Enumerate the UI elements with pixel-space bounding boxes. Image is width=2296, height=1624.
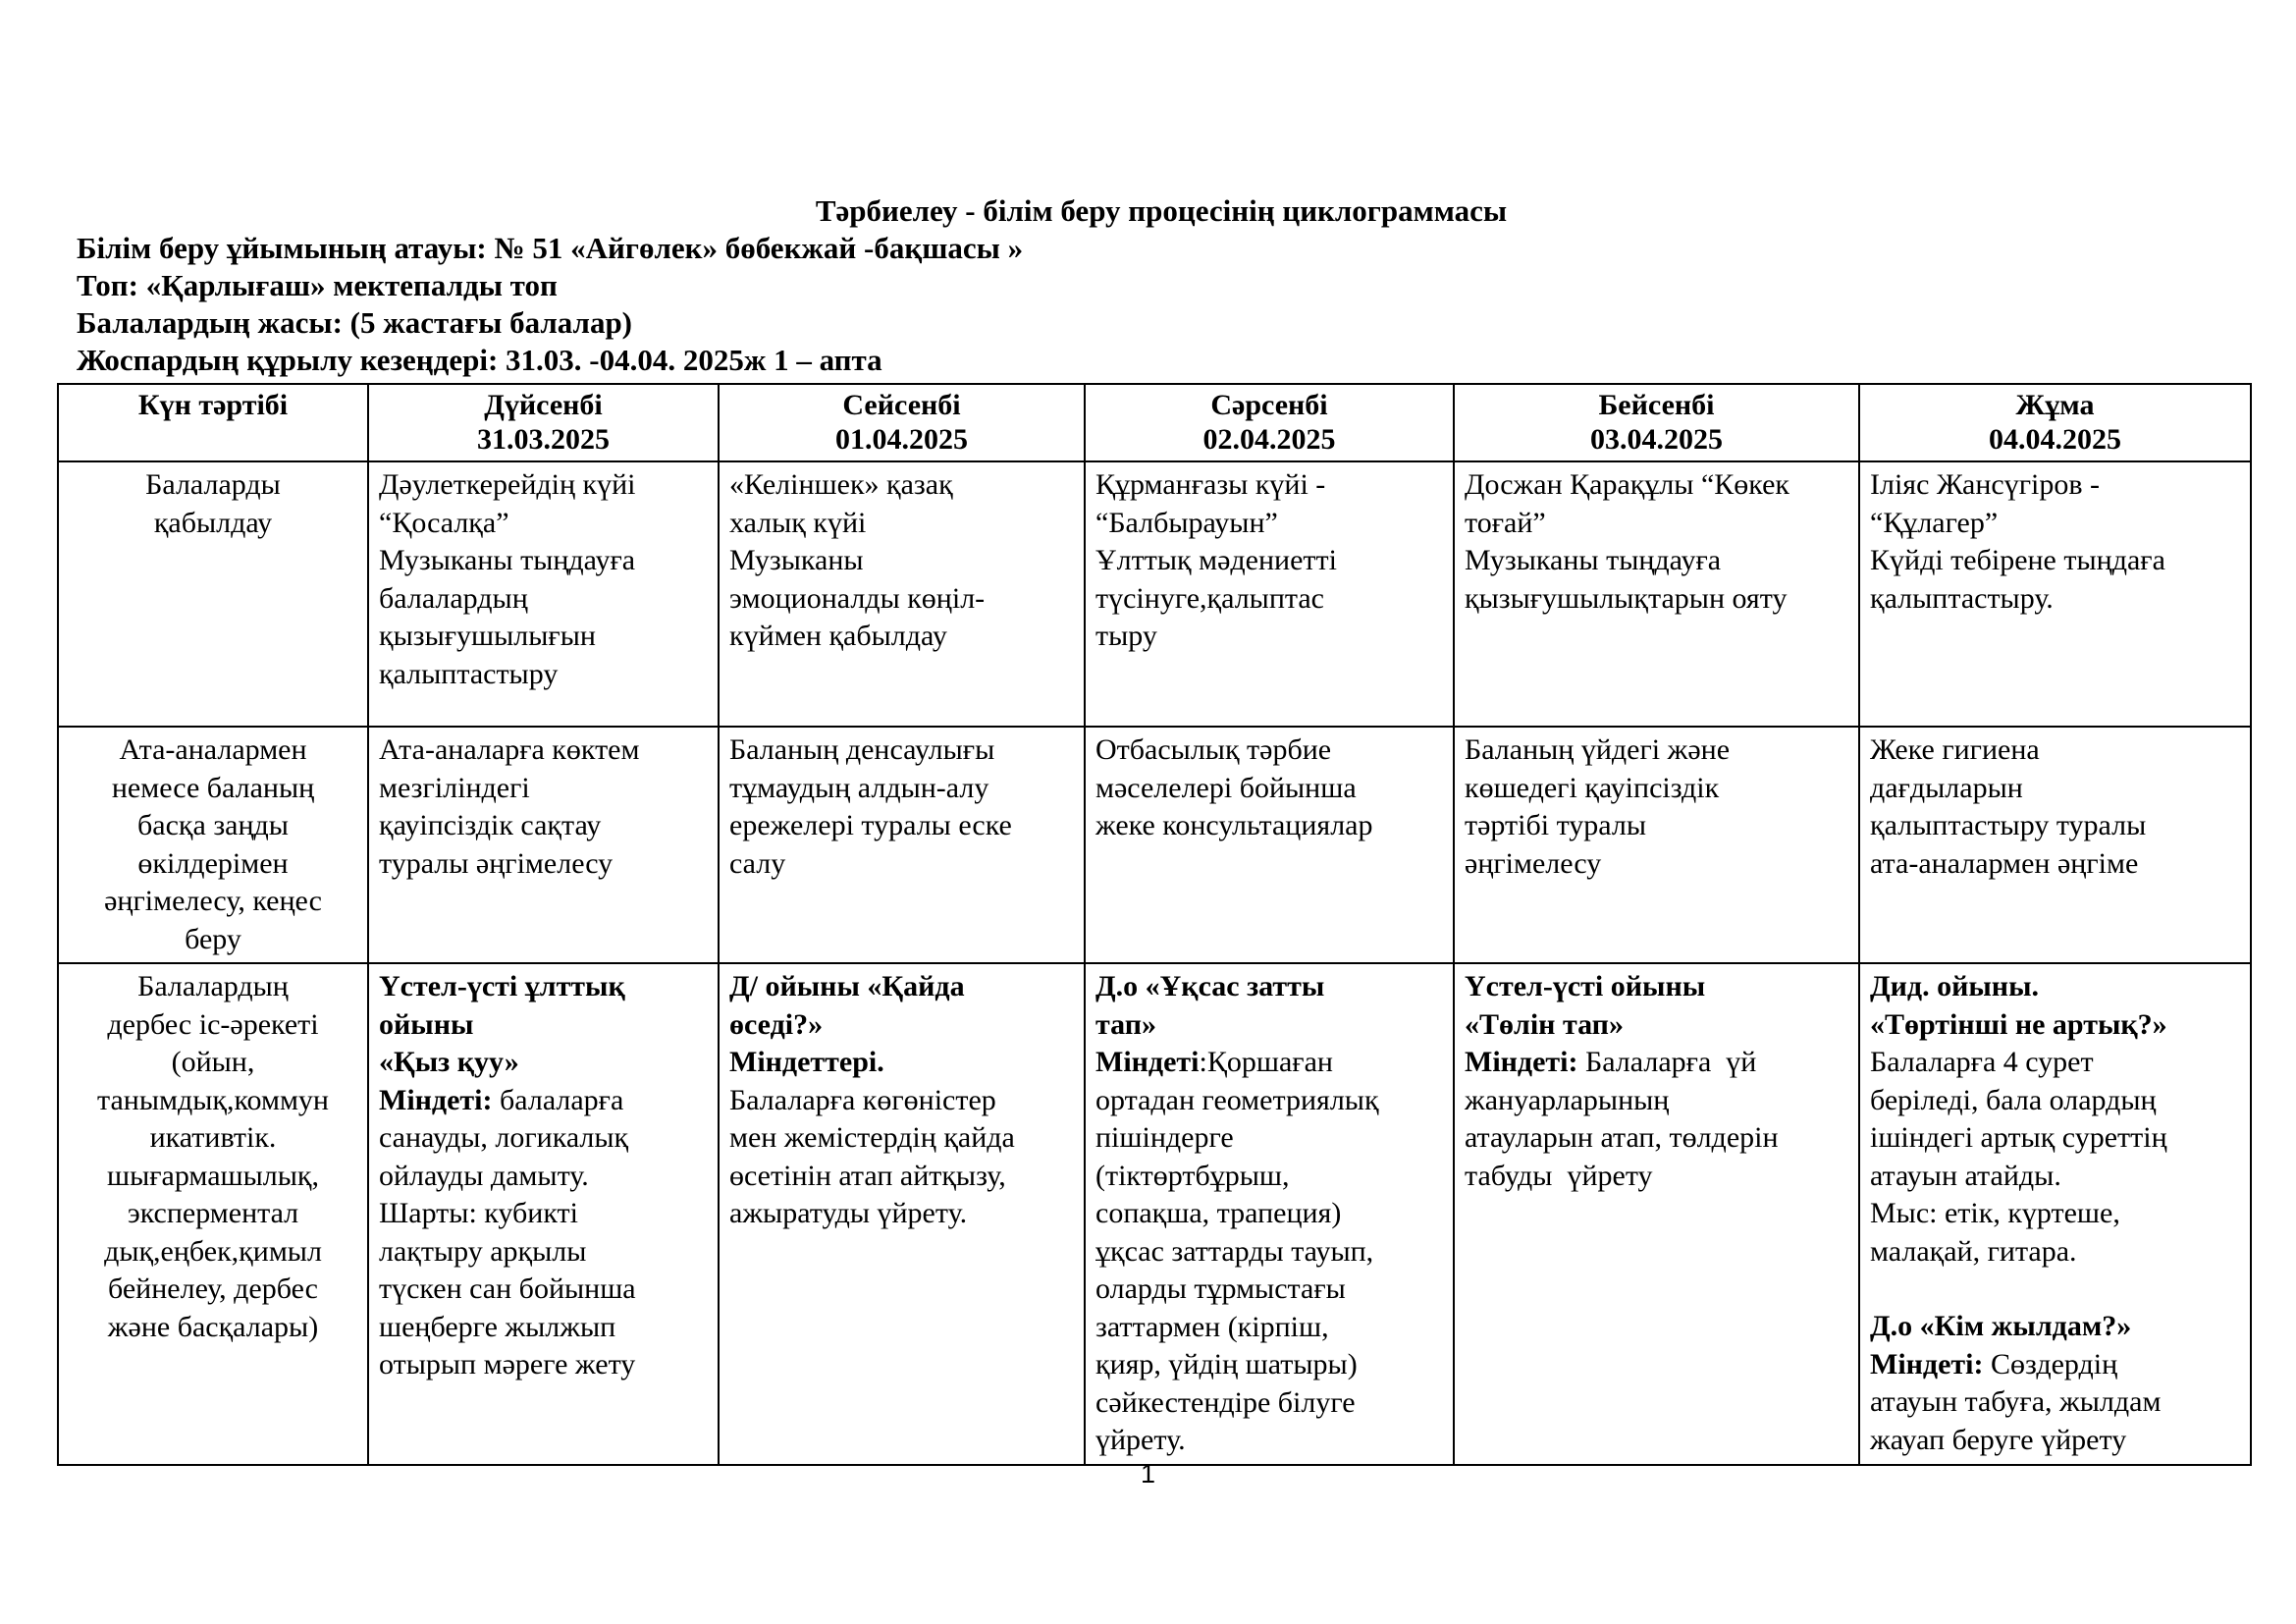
cell-line: “Құлагер” xyxy=(1870,506,1999,539)
plain-text: атауын табуға, жылдам xyxy=(1870,1385,2162,1418)
cell-line xyxy=(1465,1158,1848,1196)
organization-name: Білім беру ұйымының атауы: № 51 «Айгөлек» бөбекжай -бақшасы » xyxy=(77,231,1024,265)
cell-line xyxy=(1465,1006,1848,1045)
bold-text: ойыны xyxy=(379,1007,474,1041)
row-label-line: дық,еңбек,қимыл xyxy=(104,1234,322,1268)
row-label-line: танымдық,коммун xyxy=(97,1083,329,1116)
plain-text: мен жемістердің қайда xyxy=(729,1121,1015,1154)
row-label-line: беру xyxy=(185,922,241,955)
bold-text: Дид. ойыны. xyxy=(1870,970,2040,1002)
cell-line xyxy=(729,1158,1074,1196)
cell-line: тоғай” xyxy=(1465,506,1546,539)
schedule-column-header: Күн тәртібі xyxy=(58,384,368,461)
cell-line xyxy=(729,1195,1074,1233)
cell-line: «Келіншек» қазақ xyxy=(729,468,953,501)
cell-line xyxy=(379,1233,708,1272)
row-label-line: қабылдау xyxy=(153,506,273,539)
table-cell xyxy=(719,963,1085,1465)
cell-line: тыру xyxy=(1095,620,1157,652)
cell-line xyxy=(379,1082,708,1120)
day-header-wednesday: Сәрсенбі 02.04.2025 xyxy=(1085,384,1454,461)
cell-line: қызығушылықтарын ояту xyxy=(1465,581,1788,615)
bold-text: Міндеті xyxy=(1095,1046,1200,1078)
plain-text: ішіндегі артық суреттің xyxy=(1870,1121,2167,1154)
row-label-line: Ата-аналармен xyxy=(119,733,307,766)
cell-line xyxy=(379,1346,708,1384)
cell-line: Музыканы xyxy=(729,544,864,576)
cell-line: Дәулеткерейдің күйі xyxy=(379,468,636,501)
cell-line xyxy=(1870,1308,2240,1346)
cell-line: эмоционалды көңіл- xyxy=(729,581,986,615)
cell-line xyxy=(1095,1271,1443,1309)
cell-line xyxy=(1870,1158,2240,1196)
plain-text: малақай, гитара. xyxy=(1870,1234,2077,1268)
plain-text: атауларын атап, төлдерін xyxy=(1465,1121,1779,1154)
cell-line xyxy=(379,1119,708,1158)
cell-line xyxy=(1095,1384,1443,1423)
cell-line: Іліяс Жансүгіров - xyxy=(1870,468,2101,501)
plain-text: Балаларға көгөністер xyxy=(729,1083,996,1116)
table-cell xyxy=(1454,461,1859,727)
bold-text: Міндеті: xyxy=(379,1083,493,1116)
table-cell xyxy=(1085,727,1454,963)
day-header-thursday: Бейсенбі 03.04.2025 xyxy=(1454,384,1859,461)
cell-line: “Қосалқа” xyxy=(379,506,509,539)
row-label-line: және басқалары) xyxy=(107,1310,319,1343)
table-cell xyxy=(368,461,719,727)
cell-line: Ұлттық мәдениетті xyxy=(1095,544,1337,576)
row-label-line: дербес іс-әрекеті xyxy=(107,1007,319,1041)
plain-text: түскен сан бойынша xyxy=(379,1272,636,1305)
cell-line: Досжан Қарақұлы “Көкек xyxy=(1465,468,1790,501)
table-cell xyxy=(1454,727,1859,963)
row-label-line: (ойын, xyxy=(171,1046,255,1078)
cell-line xyxy=(1095,1158,1443,1196)
cell-line xyxy=(1870,1422,2240,1460)
table-cell xyxy=(1859,963,2251,1465)
plain-text: ортадан геометриялық xyxy=(1095,1083,1379,1116)
row-label-line: өкілдерімен xyxy=(137,846,289,880)
cell-line xyxy=(1095,968,1443,1006)
plain-text: лақтыру арқылы xyxy=(379,1234,587,1268)
cell-line xyxy=(1870,1119,2240,1158)
cell-line xyxy=(1465,1082,1848,1120)
cell-line: туралы әңгімелесу xyxy=(379,846,614,880)
plain-text: жануарларының xyxy=(1465,1083,1670,1116)
cell-line xyxy=(1095,1044,1443,1082)
row-label xyxy=(58,461,368,727)
plain-text: :Қоршаған xyxy=(1199,1046,1333,1078)
cell-line: көшедегі қауіпсіздік xyxy=(1465,771,1720,804)
cell-line: күймен қабылдау xyxy=(729,620,947,652)
cell-line xyxy=(1870,1383,2240,1422)
cell-line: қалыптастыру. xyxy=(1870,581,2054,615)
cell-line: қызығушылығын xyxy=(379,620,596,652)
plain-text: беріледі, бала олардың xyxy=(1870,1083,2157,1116)
cell-line xyxy=(1095,1233,1443,1272)
bold-text: Үстел-үсті ойыны xyxy=(1465,970,1706,1002)
cell-line: Музыканы тыңдауға xyxy=(1465,544,1722,576)
bold-text: Үстел-үсті ұлттық xyxy=(379,970,625,1002)
cell-line xyxy=(379,1271,708,1309)
table-cell xyxy=(368,727,719,963)
cell-line: тәртібі туралы xyxy=(1465,809,1646,841)
cell-line xyxy=(1870,1346,2240,1384)
cell-line xyxy=(1870,968,2240,1006)
table-cell xyxy=(1454,963,1859,1465)
group-name: Топ: «Қарлығаш» мектепалды топ xyxy=(77,268,558,302)
table-row xyxy=(58,461,2251,727)
cell-line: Баланың үйдегі және xyxy=(1465,733,1731,766)
table-cell xyxy=(368,963,719,1465)
cell-line xyxy=(1465,1044,1848,1082)
bold-text: өседі?» xyxy=(729,1007,824,1041)
plain-text: заттармен (кірпіш, xyxy=(1095,1310,1329,1343)
cell-line xyxy=(1095,1006,1443,1045)
cell-line: тұмаудың алдын-алу xyxy=(729,771,989,804)
bold-text: «Төлін тап» xyxy=(1465,1007,1624,1041)
plain-text: үйрету. xyxy=(1095,1424,1186,1456)
bold-text: «Қыз қуу» xyxy=(379,1046,519,1078)
table-cell xyxy=(1085,461,1454,727)
cell-line xyxy=(1870,1233,2240,1272)
cell-line: Құрманғазы күйі - xyxy=(1095,468,1326,501)
cell-line: балалардың xyxy=(379,581,528,615)
cell-line: жеке консультациялар xyxy=(1095,809,1373,841)
cell-line xyxy=(1870,1044,2240,1082)
row-label-line: икативтік. xyxy=(149,1121,277,1154)
plain-text: өсетінін атап айтқызу, xyxy=(729,1159,1006,1192)
page-title: Тәрбиелеу - білім беру процесінің циклограммасы xyxy=(815,193,1508,228)
cell-line xyxy=(1095,1346,1443,1384)
row-label-line: Балаларды xyxy=(145,468,281,501)
plan-period: Жоспардың құрылу кезеңдері: 31.03. -04.04. 2025ж 1 – апта xyxy=(77,343,882,377)
cell-line xyxy=(1870,1271,2240,1308)
cell-line xyxy=(379,1309,708,1347)
cell-line xyxy=(729,1119,1074,1158)
cell-line xyxy=(379,968,708,1006)
cell-line xyxy=(1095,1082,1443,1120)
plain-text: шеңберге жылжып xyxy=(379,1310,616,1343)
cell-line: “Балбырауын” xyxy=(1095,506,1278,539)
plain-text: сәйкестендіре білуге xyxy=(1095,1385,1356,1419)
document-header xyxy=(77,192,2246,379)
bold-text: «Төртінші не артық?» xyxy=(1870,1007,2167,1041)
cell-line: Жеке гигиена xyxy=(1870,733,2040,766)
cell-line xyxy=(379,1044,708,1082)
cell-line: ережелері туралы еске xyxy=(729,809,1012,841)
cell-line: Отбасылық тәрбие xyxy=(1095,733,1332,766)
cell-line: қауіпсіздік сақтау xyxy=(379,809,602,841)
cell-line xyxy=(729,1006,1074,1045)
cell-line xyxy=(379,1158,708,1196)
cell-line xyxy=(1095,1195,1443,1233)
cell-line: дағдыларын xyxy=(1870,771,2023,804)
bold-text: Міндеті: xyxy=(1465,1046,1578,1078)
cell-line: түсінуге,қалыптас xyxy=(1095,581,1324,615)
plain-text: пішіндерге xyxy=(1095,1121,1234,1154)
table-row xyxy=(58,963,2251,1465)
cell-line xyxy=(1465,968,1848,1006)
plain-text: ажыратуды үйрету. xyxy=(729,1197,968,1229)
row-label-line: немесе баланың xyxy=(111,771,315,804)
cell-line xyxy=(729,1044,1074,1082)
table-row xyxy=(58,727,2251,963)
row-label xyxy=(58,963,368,1465)
plain-text: ойлауды дамыту. xyxy=(379,1159,589,1192)
day-header-monday: Дүйсенбі 31.03.2025 xyxy=(368,384,719,461)
cell-line xyxy=(1095,1309,1443,1347)
cell-line xyxy=(1095,1119,1443,1158)
table-cell xyxy=(1859,461,2251,727)
page-number: 1 xyxy=(1140,1459,1156,1489)
plain-text: Балаларға 4 сурет xyxy=(1870,1046,2094,1078)
cell-line: Ата-аналарға көктем xyxy=(379,733,640,766)
plain-text: сопақша, трапеция) xyxy=(1095,1197,1342,1229)
cell-line: салу xyxy=(729,846,786,880)
row-label-line: Балалардың xyxy=(137,970,289,1002)
bold-text: тап» xyxy=(1095,1007,1156,1041)
plain-text: балаларға xyxy=(492,1083,624,1116)
bold-text: Д/ ойыны «Қайда xyxy=(729,970,965,1002)
cell-line: Баланың денсаулығы xyxy=(729,733,995,766)
plain-text: Мыс: етік, күртеше, xyxy=(1870,1197,2120,1229)
bold-text: Міндеті: xyxy=(1870,1347,1984,1380)
cell-line: әңгімелесу xyxy=(1465,846,1602,880)
day-header-tuesday: Сейсенбі 01.04.2025 xyxy=(719,384,1085,461)
cell-line xyxy=(1095,1422,1443,1460)
row-label-line: әңгімелесу, кеңес xyxy=(104,885,322,917)
plain-text: атауын атайды. xyxy=(1870,1159,2061,1192)
plain-text: оларды тұрмыстағы xyxy=(1095,1272,1346,1305)
cell-line: Музыканы тыңдауға xyxy=(379,544,636,576)
children-age: Балалардың жасы: (5 жастағы балалар) xyxy=(77,305,633,340)
row-label-line: басқа заңды xyxy=(137,809,289,841)
cell-line xyxy=(1870,1082,2240,1120)
table-cell xyxy=(1085,963,1454,1465)
cell-line: мезгіліндегі xyxy=(379,771,530,804)
table-header-row xyxy=(58,384,2251,461)
cell-line xyxy=(729,968,1074,1006)
plain-text: табуды үйрету xyxy=(1465,1159,1653,1192)
bold-text: Д.о «Кім жылдам?» xyxy=(1870,1310,2132,1342)
cell-line: Күйді тебірене тыңдаға xyxy=(1870,544,2165,576)
plain-text: отырып мәреге жету xyxy=(379,1348,636,1380)
cell-line xyxy=(1870,1195,2240,1233)
row-label-line: эксперментал xyxy=(127,1197,299,1229)
row-label xyxy=(58,727,368,963)
cell-line: мәселелері бойынша xyxy=(1095,771,1357,804)
bold-text: Міндеттері. xyxy=(729,1046,884,1078)
cell-line xyxy=(379,1006,708,1045)
cyclogram-table xyxy=(57,383,2252,1466)
cell-line xyxy=(1870,1006,2240,1045)
row-label-line: шығармашылық, xyxy=(107,1159,319,1192)
day-header-friday: Жұма 04.04.2025 xyxy=(1859,384,2251,461)
table-cell xyxy=(1859,727,2251,963)
plain-text: санауды, логикалық xyxy=(379,1121,629,1154)
cell-line: қалыптастыру туралы xyxy=(1870,809,2147,841)
plain-text: жауап беруге үйрету xyxy=(1870,1423,2127,1456)
cell-line: халық күйі xyxy=(729,506,867,539)
plain-text: (тіктөртбұрыш, xyxy=(1095,1159,1290,1192)
plain-text: қияр, үйдің шатыры) xyxy=(1095,1348,1358,1380)
bold-text: Д.о «Ұқсас затты xyxy=(1095,970,1325,1002)
table-cell xyxy=(719,461,1085,727)
table-cell xyxy=(719,727,1085,963)
cell-line xyxy=(379,1195,708,1233)
plain-text: ұқсас заттарды тауып, xyxy=(1095,1234,1374,1268)
cell-line xyxy=(1465,1119,1848,1158)
plain-text: Сөздердің xyxy=(1983,1347,2118,1380)
cell-line: ата-аналармен әңгіме xyxy=(1870,846,2139,880)
plain-text: Шарты: кубикті xyxy=(379,1197,578,1229)
plain-text: Балаларға үй xyxy=(1577,1046,1757,1078)
row-label-line: бейнелеу, дербес xyxy=(108,1272,318,1305)
cell-line: қалыптастыру xyxy=(379,657,559,690)
cell-line xyxy=(729,1082,1074,1120)
